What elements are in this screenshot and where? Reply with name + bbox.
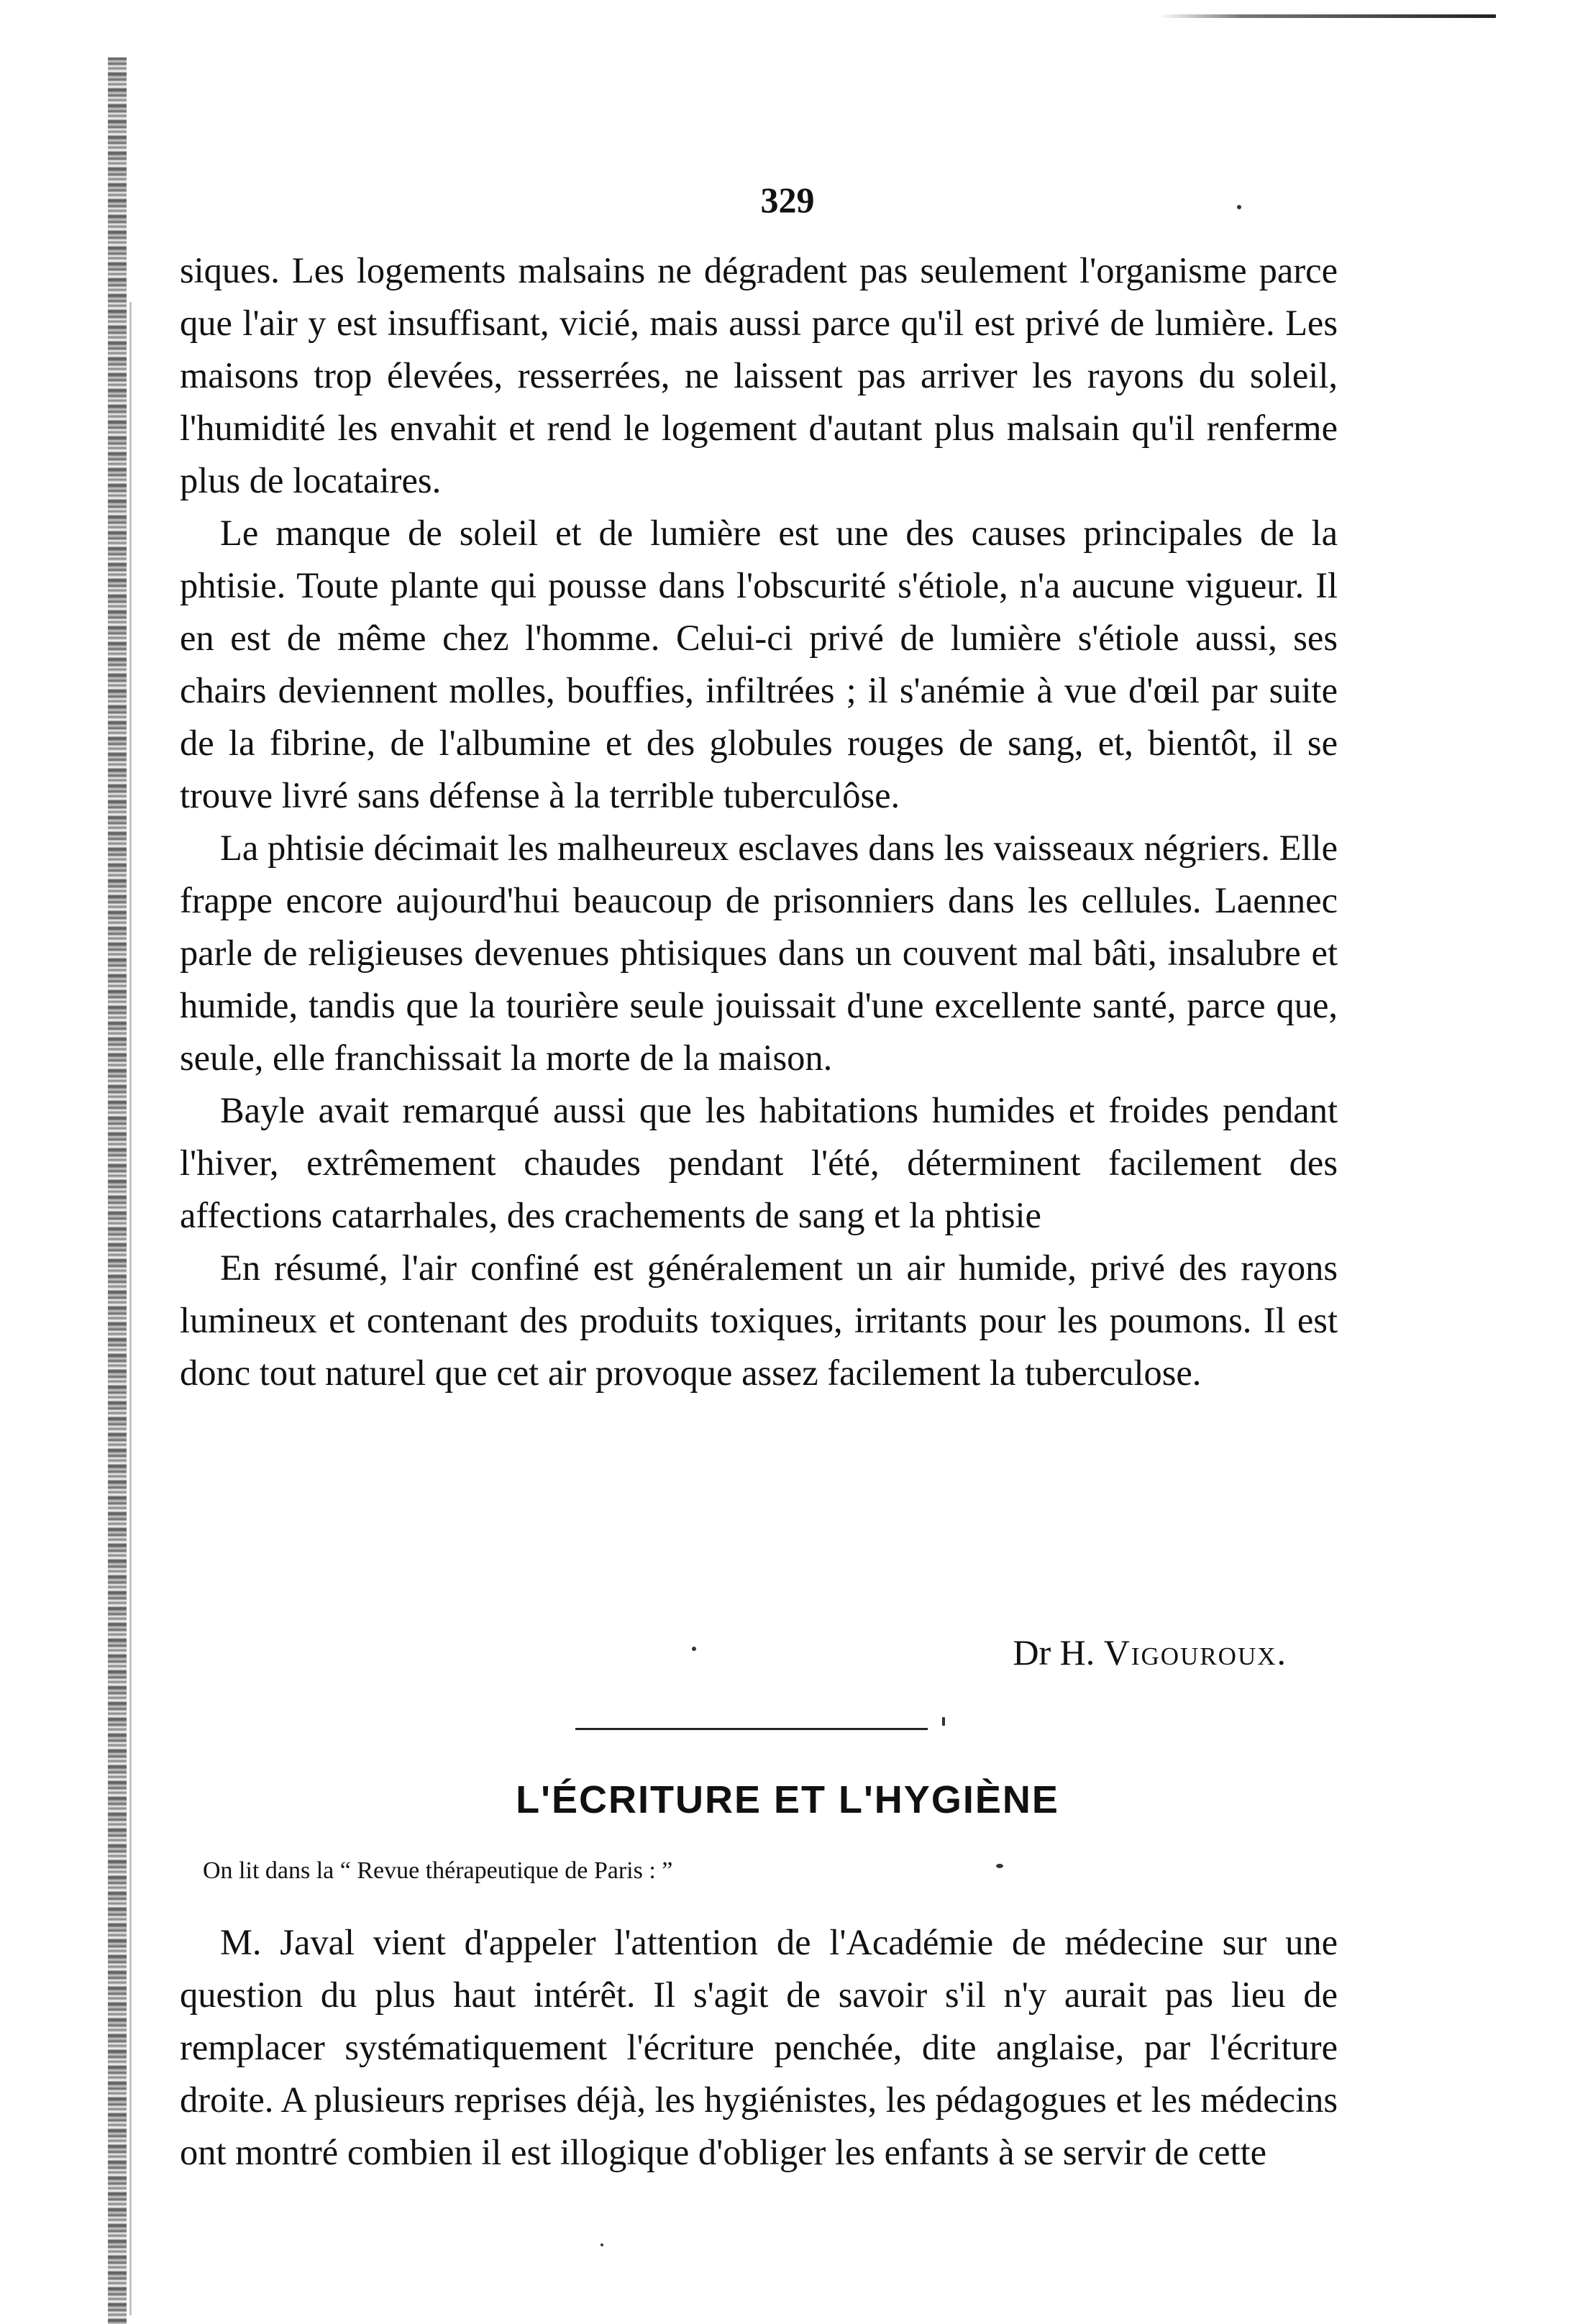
- paragraph: siques. Les logements malsains ne dégradent pas seulement l'organisme parce que l'air y est insuffisant, vicié, mais aussi parce qu'il est privé de lumière. Les maisons trop élevées, resserrées, ne laissent pas arriver les rayons du soleil, l'humidité les envahit et rend le logement d'autant plus malsain qu'il renferme plus de locataires.: [180, 250, 1338, 500]
- source-line: On lit dans la “ Revue thérapeutique de Paris : ”: [203, 1857, 673, 1884]
- author-signature: [1013, 1631, 1287, 1674]
- paragraph: Bayle avait remarqué aussi que les habitations humides et froides pendant l'hiver, extrêmement chaudes pendant l'été, déterminent facilement des affections catarrhales, des crachements de sang et la phtisie: [180, 1090, 1338, 1235]
- author-name: Vigouroux.: [1103, 1632, 1287, 1673]
- binding-edge-line: [129, 302, 132, 2315]
- paragraph: En résumé, l'air confiné est généralement un air humide, privé des rayons lumineux et contenant des produits toxiques, irritants pour les poumons. Il est donc tout naturel que cet air provoque assez facilement la tuberculose.: [180, 1248, 1338, 1393]
- binding-edge: [108, 58, 127, 2324]
- article-body: [180, 244, 1338, 1399]
- stray-mark: [692, 1647, 696, 1651]
- section-heading: L'ÉCRITURE ET L'HYGIÈNE: [516, 1778, 1059, 1821]
- stray-mark: [601, 2243, 603, 2246]
- stray-mark: [1237, 205, 1241, 209]
- paragraph: La phtisie décimait les malheureux esclaves dans les vaisseaux négriers. Elle frappe encore aujourd'hui beaucoup de prisonniers dans les cellules. Laennec parle de religieuses devenues phtisiques dans un couvent mal bâti, insalubre et humide, tandis que la tourière seule jouissait d'une excellente santé, parce que, seule, elle franchissait la morte de la maison.: [180, 828, 1338, 1078]
- section-separator: [575, 1728, 928, 1730]
- article2-body: [180, 1916, 1338, 2179]
- author-title: Dr H.: [1013, 1632, 1095, 1673]
- page-number: 329: [760, 180, 815, 220]
- stray-mark: [996, 1864, 1003, 1868]
- paragraph: M. Javal vient d'appeler l'attention de l'Académie de médecine sur une question du plus haut intérêt. Il s'agit de savoir s'il n'y aurait pas lieu de remplacer systématiquement l'écriture penchée, dite anglaise, par l'écriture droite. A plusieurs reprises déjà, les hygiénistes, les pédagogues et les médecins ont montré combien il est illogique d'obliger les enfants à se servir de cette: [180, 1922, 1338, 2172]
- top-rule: [1158, 14, 1496, 18]
- paragraph: Le manque de soleil et de lumière est une des causes principales de la phtisie. Toute plante qui pousse dans l'obscurité s'étiole, n'a aucune vigueur. Il en est de même chez l'homme. Celui-ci privé de lumière s'étiole aussi, ses chairs deviennent molles, bouffies, infiltrées ; il s'anémie à vue d'œil par suite de la fibrine, de l'albumine et des globules rouges de sang, et, bientôt, il se trouve livré sans défense à la terrible tuberculôse.: [180, 513, 1338, 815]
- stray-mark: [942, 1717, 945, 1726]
